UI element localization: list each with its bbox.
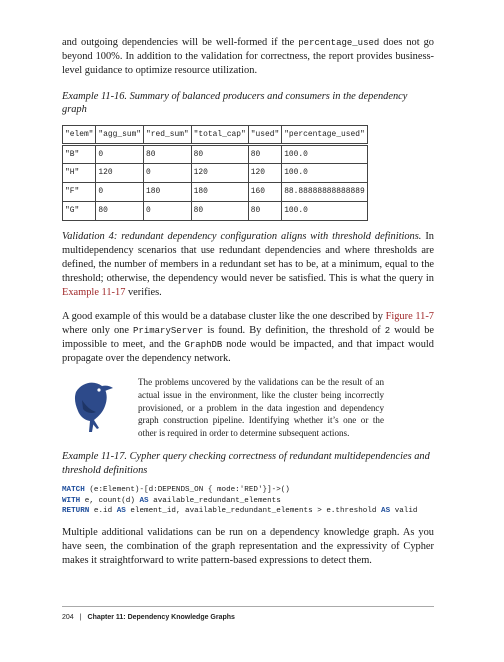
table-cell: 80: [144, 144, 192, 163]
page-footer: [62, 614, 434, 621]
table-cell: "H": [63, 163, 96, 182]
example-16-result-table: [62, 125, 434, 221]
table-row: [63, 163, 368, 182]
cluster-example-paragraph: [62, 310, 434, 367]
inline-code-percentage-used: percentage_used: [298, 38, 380, 48]
para2-text-2: where only one: [62, 324, 134, 336]
bird-icon: [72, 378, 114, 434]
para2-text-4: would be impossible to meet, and the: [62, 324, 435, 351]
code-line-3: RETURN e.id AS element_id, available_redundant_elements > e.threshold AS valid: [62, 507, 418, 516]
table-cell: 100.0: [282, 163, 368, 182]
figure-11-7-link[interactable]: Figure 11-7: [385, 310, 434, 322]
inline-code-threshold: 2: [384, 325, 391, 336]
note-text: The problems uncovered by the validations can be the result of an actual issue in the environment, like the cluster being incorrectly provisioned, or a problem in the data ingestion and dependency graph construction pipeline. Identifying whether it’s one or the other is required in order to determine subsequent actions.: [138, 377, 384, 438]
para2-text-3: is found. By definition, the threshold of: [203, 324, 385, 336]
table-cell: "B": [63, 144, 96, 163]
code-line-1: MATCH (e:Element)-[d:DEPENDS_ON { mode:'RED'}]->(): [62, 486, 290, 495]
table-cell: 80: [191, 144, 248, 163]
table-cell: 88.88888888888889: [282, 182, 368, 201]
table-cell: 80: [248, 201, 281, 220]
table-header-cell: "red_sum": [144, 125, 192, 144]
para2-text-1: A good example of this would be a database cluster like the one described by: [62, 310, 386, 322]
table-cell: "G": [63, 201, 96, 220]
code-line-2: WITH e, count(d) AS available_redundant_elements: [62, 496, 281, 505]
inline-code-graphdb: GraphDB: [184, 340, 223, 351]
footer-separator: |: [79, 614, 82, 621]
table-cell: 80: [96, 201, 144, 220]
cypher-query-code-block: [62, 485, 434, 516]
page-body: [62, 36, 434, 568]
table-cell: 80: [248, 144, 281, 163]
example-17-caption: Example 11-17. Cypher query checking correctness of redundant multidependencies and threshold definitions: [62, 451, 430, 476]
table-cell: 100.0: [282, 201, 368, 220]
table-row: [63, 144, 368, 163]
table-cell: 0: [96, 144, 144, 163]
table-cell: 0: [144, 201, 192, 220]
validation-4-text: In multidependency scenarios that use redundant dependencies and where thresholds are defined, the number of members in a redundant set has to be, at a minimum, equal to the threshold; otherwise, the dependency would never be satisfied. This is what the query in: [62, 230, 434, 285]
table-cell: 80: [191, 201, 248, 220]
validation-4-title: Validation 4: redundant dependency configuration aligns with threshold definitions.: [62, 230, 422, 242]
table-cell: 0: [144, 163, 192, 182]
table-header-row: [63, 125, 368, 144]
table-cell: 180: [144, 182, 192, 201]
table-cell: 120: [96, 163, 144, 182]
table-cell: "F": [63, 182, 96, 201]
table-cell: 120: [248, 163, 281, 182]
intro-text-1: and outgoing dependencies will be well-formed if the: [62, 37, 299, 48]
table-cell: 180: [191, 182, 248, 201]
inline-code-primary-server: PrimaryServer: [133, 325, 204, 336]
intro-paragraph: [62, 36, 434, 79]
validation-4-paragraph: [62, 230, 434, 301]
table-cell: 0: [96, 182, 144, 201]
example-16-caption: Example 11-16. Summary of balanced producers and consumers in the dependency graph: [62, 90, 408, 116]
table-header-cell: "total_cap": [191, 125, 248, 144]
table-header-cell: "elem": [63, 125, 96, 144]
closing-paragraph: Multiple additional validations can be run on a dependency knowledge graph. As you have seen, the combination of the graph representation and the expressivity of Cypher makes it straightforward to write pattern-based expressions to detect them.: [62, 526, 434, 567]
table-cell: 160: [248, 182, 281, 201]
note-callout: [72, 376, 434, 439]
validation-4-end: verifies.: [125, 287, 162, 299]
chapter-title: Chapter 11: Dependency Knowledge Graphs: [87, 614, 235, 621]
table-cell: 120: [191, 163, 248, 182]
table-header-cell: "agg_sum": [96, 125, 144, 144]
footer-divider: [62, 606, 434, 607]
intro-text-2: does not go beyond 100%. In addition to the validation for correctness, the report provides business-level guidance to optimize resource utilization.: [62, 37, 434, 77]
table-row: [63, 201, 368, 220]
table-header-cell: "percentage_used": [282, 125, 368, 144]
table-header-cell: "used": [248, 125, 281, 144]
page-number: 204: [62, 614, 74, 621]
table-row: [63, 182, 368, 201]
example-11-17-link[interactable]: Example 11-17: [62, 287, 126, 299]
para2-text-5: node would be impacted, and that impact would propagate over the dependency network.: [62, 339, 434, 365]
table-cell: 100.0: [282, 144, 368, 163]
